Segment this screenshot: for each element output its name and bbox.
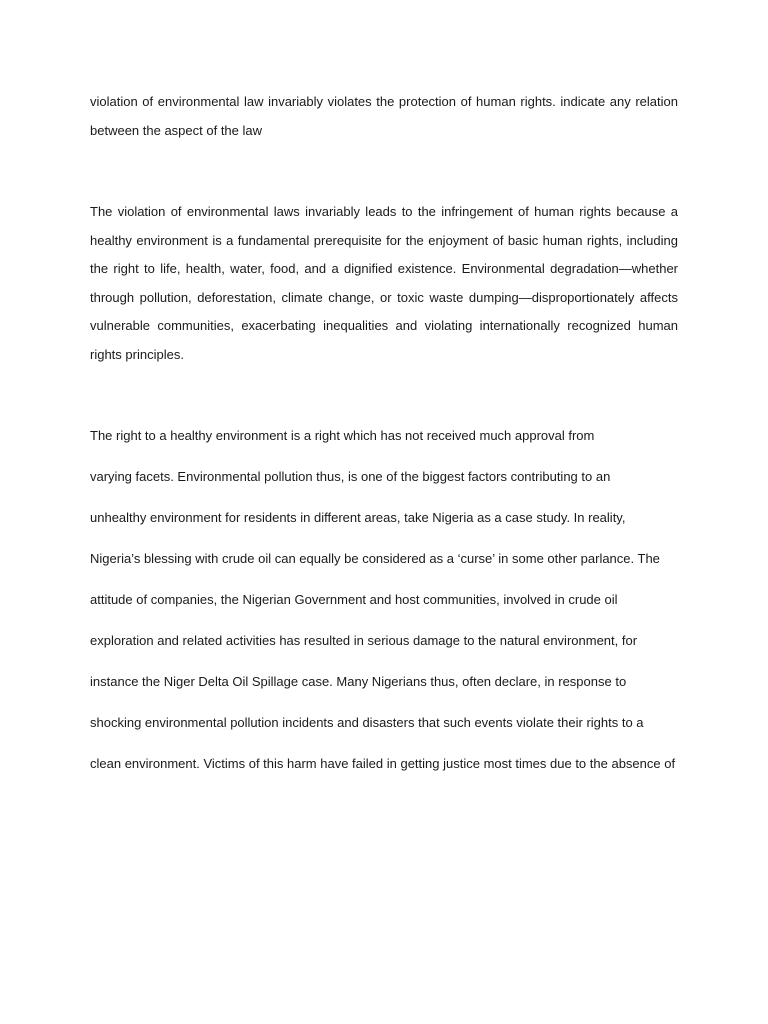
essay-line: varying facets. Environmental pollution thus, is one of the biggest factors contributing to an xyxy=(90,469,611,484)
essay-line: unhealthy environment for residents in different areas, take Nigeria as a case study. In reality, xyxy=(90,510,626,525)
document-body xyxy=(90,88,678,791)
essay-line: instance the Niger Delta Oil Spillage case. Many Nigerians thus, often declare, in response to xyxy=(90,674,627,689)
essay-line: shocking environmental pollution incidents and disasters that such events violate their rights to a xyxy=(90,715,644,730)
essay-line: The right to a healthy environment is a right which has not received much approval from xyxy=(90,428,595,443)
essay-line: clean environment. Victims of this harm have failed in getting justice most times due to the absence of xyxy=(90,756,676,771)
essay-section xyxy=(90,422,678,779)
essay-line: attitude of companies, the Nigerian Government and host communities, involved in crude oil xyxy=(90,592,618,607)
question-paragraph: violation of environmental law invariably violates the protection of human rights. indicate any relation between the aspect of the law xyxy=(90,94,678,138)
essay-line: Nigeria’s blessing with crude oil can equally be considered as a ‘curse’ in some other parlance. The xyxy=(90,551,660,566)
answer-paragraph: The violation of environmental laws invariably leads to the infringement of human rights because a healthy environment is a fundamental prerequisite for the enjoyment of basic human rights, including the right to life, health, water, food, and a dignified existence. Environmental degradation—whether through pollution, deforestation, climate change, or toxic waste dumping—disproportionately affects vulnerable communities, exacerbating inequalities and violating internationally recognized human rights principles. xyxy=(90,204,678,362)
essay-line: exploration and related activities has resulted in serious damage to the natural environment, for xyxy=(90,633,638,648)
